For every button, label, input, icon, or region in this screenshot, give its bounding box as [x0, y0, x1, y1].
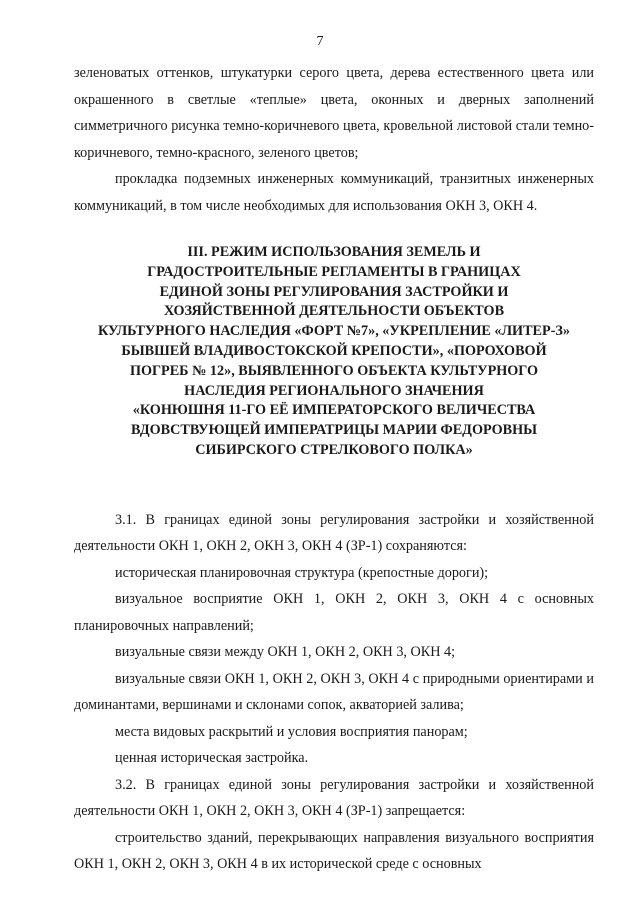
paragraph-continuation: зеленоватых оттенков, штукатурки серого цвета, дерева естественного цвета или окрашенного в светлые «теплые» цвета, оконных и дверных заполнений симметричного рисунка темно-коричневого цвета, кровельной листовой стали темно-коричневого, темно-красного, зеленого цветов;	[74, 65, 594, 161]
heading-line: III. РЕЖИМ ИСПОЛЬЗОВАНИЯ ЗЕМЕЛЬ И	[187, 244, 481, 260]
heading-line: ГРАДОСТРОИТЕЛЬНЫЕ РЕГЛАМЕНТЫ В ГРАНИЦАХ	[147, 263, 521, 280]
section-heading	[74, 243, 594, 461]
heading-line: НАСЛЕДИЯ РЕГИОНАЛЬНОГО ЗНАЧЕНИЯ	[184, 382, 484, 399]
list-item: строительство зданий, перекрывающих направления визуального восприятия ОКН 1, ОКН 2, ОКН 3, ОКН 4 в их исторической среде с основных	[74, 829, 594, 873]
clause-3-2: 3.2. В границах единой зоны регулирования застройки и хозяйственной деятельности ОКН 1, ОКН 2, ОКН 3, ОКН 4 (ЗР-1) запрещается:	[74, 776, 594, 820]
page-content	[74, 60, 594, 878]
heading-line: ЕДИНОЙ ЗОНЫ РЕГУЛИРОВАНИЯ ЗАСТРОЙКИ И	[159, 283, 509, 300]
list-item: места видовых раскрытий и условия восприятия панорам;	[115, 723, 468, 740]
list-item: визуальные связи между ОКН 1, ОКН 2, ОКН 3, ОКН 4;	[115, 644, 456, 661]
clause-3-1: 3.1. В границах единой зоны регулирования застройки и хозяйственной деятельности ОКН 1, ОКН 2, ОКН 3, ОКН 4 (ЗР-1) сохраняются:	[74, 511, 594, 555]
list-item: визуальное восприятие ОКН 1, ОКН 2, ОКН 3, ОКН 4 с основных планировочных направлений;	[74, 591, 594, 634]
heading-line: ХОЗЯЙСТВЕННОЙ ДЕЯТЕЛЬНОСТИ ОБЪЕКТОВ	[163, 303, 505, 320]
heading-line: «КОНЮШНЯ 11-ГО ЕЁ ИМПЕРАТОРСКОГО ВЕЛИЧЕСТВА	[132, 402, 536, 419]
heading-line: СИБИРСКОГО СТРЕЛКОВОГО ПОЛКА»	[195, 441, 473, 458]
heading-line: БЫВШЕЙ ВЛАДИВОСТОКСКОЙ КРЕПОСТИ», «ПОРОХОВОЙ	[121, 342, 547, 359]
list-item: визуальные связи ОКН 1, ОКН 2, ОКН 3, ОКН 4 с природными ориентирами и доминантами, вершинами и склонами сопок, акваторией залива;	[74, 670, 594, 714]
heading-line: ПОГРЕБ № 12», ВЫЯВЛЕННОГО ОБЪЕКТА КУЛЬТУРНОГО	[129, 362, 539, 379]
page-number: 7	[316, 34, 324, 49]
list-item: ценная историческая застройка.	[115, 750, 309, 767]
heading-line: ВДОВСТВУЮЩЕЙ ИМПЕРАТРИЦЫ МАРИИ ФЕДОРОВНЫ	[130, 422, 538, 439]
list-item: историческая планировочная структура (крепостные дороги);	[115, 564, 489, 581]
heading-line: КУЛЬТУРНОГО НАСЛЕДИЯ «ФОРТ №7», «УКРЕПЛЕНИЕ «ЛИТЕР-З»	[98, 323, 570, 340]
paragraph-utilities: прокладка подземных инженерных коммуникаций, транзитных инженерных коммуникаций, в том числе необходимых для использования ОКН 3, ОКН 4.	[74, 171, 594, 214]
